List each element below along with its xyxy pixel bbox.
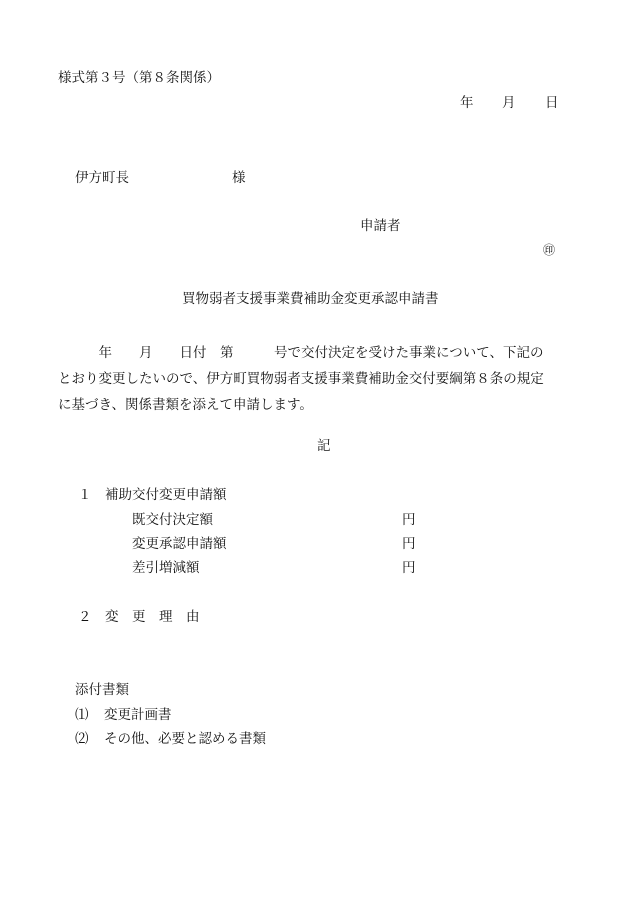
seal-mark: ㊞ bbox=[543, 243, 556, 257]
attachment-text: その他、必要と認める書類 bbox=[104, 731, 266, 747]
body-line-1: 年 月 日付 第 号で交付決定を受けた事業について、下記の bbox=[58, 345, 544, 361]
applicant-label: 申請者 bbox=[360, 218, 401, 234]
row-unit: 円 bbox=[402, 536, 416, 552]
section1-heading: １ 補助交付変更申請額 bbox=[78, 487, 227, 503]
attachment-num: ⑵ bbox=[75, 731, 89, 747]
body-line-3: に基づき、関係書類を添えて申請します。 bbox=[58, 397, 313, 413]
row-label: 差引増減額 bbox=[132, 560, 200, 576]
attachment-text: 変更計画書 bbox=[104, 707, 172, 723]
attachments-heading: 添付書類 bbox=[75, 682, 129, 698]
date-year: 年 bbox=[460, 95, 474, 111]
ki-label: 記 bbox=[317, 438, 331, 454]
row-label: 変更承認申請額 bbox=[132, 536, 227, 552]
attachment-num: ⑴ bbox=[75, 707, 89, 723]
row-unit: 円 bbox=[402, 560, 416, 576]
date-month: 月 bbox=[502, 95, 516, 111]
form-label: 様式第３号（第８条関係） bbox=[58, 70, 220, 86]
document-title: 買物弱者支援事業費補助金変更承認申請書 bbox=[182, 291, 439, 307]
section2-heading: ２ 変 更 理 由 bbox=[78, 609, 200, 625]
date-day: 日 bbox=[545, 95, 559, 111]
row-unit: 円 bbox=[402, 512, 416, 528]
body-line-2: とおり変更したいので、伊方町買物弱者支援事業費補助金交付要綱第８条の規定 bbox=[58, 371, 544, 387]
addressee-honorific: 様 bbox=[232, 170, 246, 186]
addressee-name: 伊方町長 bbox=[75, 170, 129, 186]
body-paragraph bbox=[58, 340, 578, 418]
row-label: 既交付決定額 bbox=[132, 512, 213, 528]
